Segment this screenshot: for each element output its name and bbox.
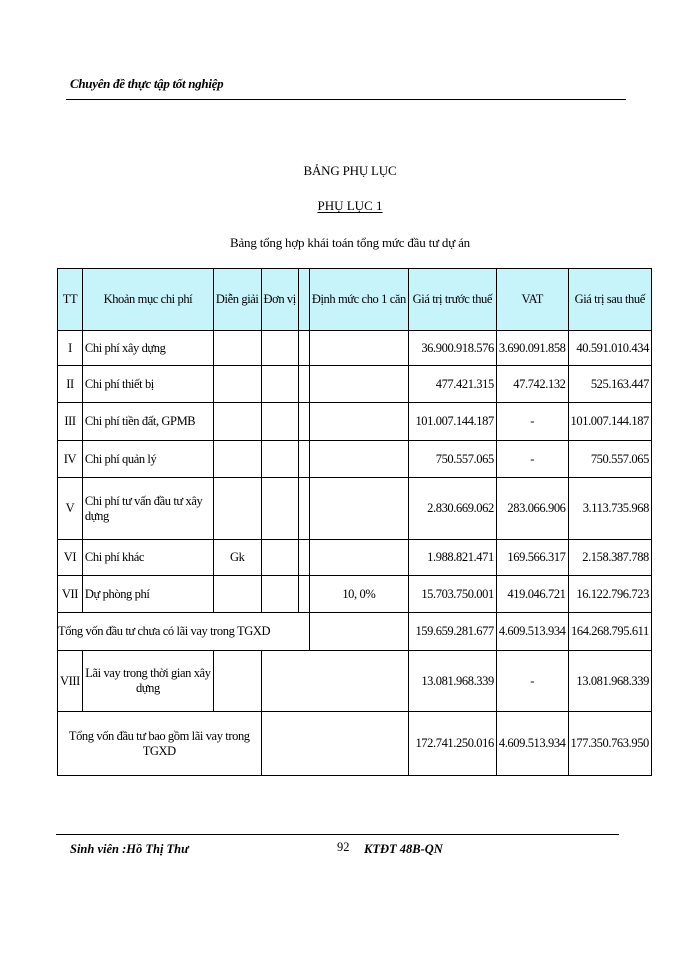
cell-item: Dự phòng phí bbox=[82, 576, 213, 613]
cell-vat: - bbox=[496, 651, 568, 712]
cell-unit bbox=[261, 478, 298, 540]
cell-aftertax: 750.557.065 bbox=[568, 441, 651, 478]
table-row bbox=[58, 403, 652, 441]
cell-aftertax: 101.007.144.187 bbox=[568, 403, 651, 441]
cell-unit bbox=[261, 441, 298, 478]
cell-vat: - bbox=[496, 403, 568, 441]
cell-tt: IV bbox=[58, 441, 83, 478]
header-spacer bbox=[298, 269, 309, 331]
table-row bbox=[58, 366, 652, 403]
cell-explain bbox=[213, 366, 261, 403]
header-aftertax: Giá trị sau thuế bbox=[568, 269, 651, 331]
total-label: Tổng vốn đầu tư bao gồm lãi vay trong TGXD bbox=[58, 712, 262, 776]
cell-vat: 419.046.721 bbox=[496, 576, 568, 613]
cell-tt: VII bbox=[58, 576, 83, 613]
cell-pretax: 36.900.918.576 bbox=[408, 331, 496, 366]
table-caption: Bảng tổng hợp khái toán tổng mức đầu tư dự án bbox=[230, 235, 470, 250]
cell-explain: Gk bbox=[213, 540, 261, 576]
cell-explain bbox=[213, 651, 261, 712]
cell-tt: III bbox=[58, 403, 83, 441]
cell-spacer bbox=[298, 478, 309, 540]
cell-norm bbox=[309, 331, 408, 366]
document-title: BẢNG PHỤ LỤC bbox=[303, 163, 397, 178]
header-norm: Định mức cho 1 căn bbox=[309, 269, 408, 331]
cell-aftertax: 3.113.735.968 bbox=[568, 478, 651, 540]
cell-explain bbox=[213, 331, 261, 366]
cell-unit bbox=[261, 366, 298, 403]
cell-unit bbox=[261, 331, 298, 366]
cell-tt: V bbox=[58, 478, 83, 540]
interest-row bbox=[58, 651, 652, 712]
header-vat: VAT bbox=[496, 269, 568, 331]
cell-item: Chi phí xây dựng bbox=[82, 331, 213, 366]
cell-explain bbox=[213, 403, 261, 441]
cell-item: Chi phí tư vấn đầu tư xây dựng bbox=[82, 478, 213, 540]
cell-vat: - bbox=[496, 441, 568, 478]
cell-tt: I bbox=[58, 331, 83, 366]
cell-vat: 47.742.132 bbox=[496, 366, 568, 403]
footer-rule bbox=[56, 834, 619, 835]
cell-pretax: 159.659.281.677 bbox=[408, 613, 496, 651]
cell-norm bbox=[309, 613, 408, 651]
cell-pretax: 2.830.669.062 bbox=[408, 478, 496, 540]
cell-norm bbox=[309, 478, 408, 540]
cell-pretax: 101.007.144.187 bbox=[408, 403, 496, 441]
total-row bbox=[58, 712, 652, 776]
cell-aftertax: 177.350.763.950 bbox=[568, 712, 651, 776]
header-title: Chuyên đề thực tập tốt nghiệp bbox=[70, 76, 224, 91]
cell-pretax: 1.988.821.471 bbox=[408, 540, 496, 576]
header-rule bbox=[66, 99, 626, 100]
cell-item: Chi phí quản lý bbox=[82, 441, 213, 478]
cell-norm bbox=[309, 540, 408, 576]
cell-tt: II bbox=[58, 366, 83, 403]
cell-pretax: 15.703.750.001 bbox=[408, 576, 496, 613]
header-tt: TT bbox=[58, 269, 83, 331]
cell-pretax: 172.741.250.016 bbox=[408, 712, 496, 776]
cell-aftertax: 525.163.447 bbox=[568, 366, 651, 403]
page-number: 92 bbox=[337, 840, 350, 854]
cell-unit bbox=[261, 576, 298, 613]
cell-item: Chi phí tiền đất, GPMB bbox=[82, 403, 213, 441]
cell-vat: 3.690.091.858 bbox=[496, 331, 568, 366]
cell-tt: VIII bbox=[58, 651, 83, 712]
header-item: Khoản mục chi phí bbox=[82, 269, 213, 331]
appendix-heading bbox=[0, 198, 700, 214]
cell-aftertax: 16.122.796.723 bbox=[568, 576, 651, 613]
cell-norm: 10, 0% bbox=[309, 576, 408, 613]
appendix-label: PHỤ LỤC 1 bbox=[317, 198, 383, 213]
cell-norm bbox=[309, 366, 408, 403]
cell-spacer bbox=[298, 366, 309, 403]
cell-norm bbox=[309, 403, 408, 441]
cell-unit bbox=[261, 540, 298, 576]
cell-pretax: 750.557.065 bbox=[408, 441, 496, 478]
cell-pretax: 13.081.968.339 bbox=[408, 651, 496, 712]
cell-vat: 4.609.513.934 bbox=[496, 613, 568, 651]
cell-aftertax: 2.158.387.788 bbox=[568, 540, 651, 576]
investment-summary-table bbox=[57, 268, 652, 776]
cell-aftertax: 13.081.968.339 bbox=[568, 651, 651, 712]
cell-item: Lãi vay trong thời gian xây dựng bbox=[82, 651, 213, 712]
cell-aftertax: 164.268.795.611 bbox=[568, 613, 651, 651]
cell-pretax: 477.421.315 bbox=[408, 366, 496, 403]
cell-explain bbox=[213, 441, 261, 478]
header-pretax: Giá trị trước thuế bbox=[408, 269, 496, 331]
table-row bbox=[58, 540, 652, 576]
table-row bbox=[58, 478, 652, 540]
subtotal-row bbox=[58, 613, 652, 651]
header-explain: Diễn giải bbox=[213, 269, 261, 331]
cell-unit bbox=[261, 403, 298, 441]
cell-aftertax: 40.591.010.434 bbox=[568, 331, 651, 366]
subtotal-label: Tổng vốn đầu tư chưa có lãi vay trong TGXD bbox=[58, 613, 310, 651]
footer-class: KTĐT 48B-QN bbox=[364, 842, 443, 856]
cell-spacer bbox=[298, 576, 309, 613]
footer-student: Sinh viên :Hồ Thị Thư bbox=[70, 842, 189, 856]
cell-spacer bbox=[298, 331, 309, 366]
cell-vat: 283.066.906 bbox=[496, 478, 568, 540]
cell-spacer bbox=[298, 540, 309, 576]
cell-spacer bbox=[298, 403, 309, 441]
cell-explain bbox=[213, 478, 261, 540]
table-row bbox=[58, 441, 652, 478]
cell-item: Chi phí thiết bị bbox=[82, 366, 213, 403]
cell-norm bbox=[309, 441, 408, 478]
table-row bbox=[58, 331, 652, 366]
table-header-row bbox=[58, 269, 652, 331]
cell-vat: 4.609.513.934 bbox=[496, 712, 568, 776]
cell-vat: 169.566.317 bbox=[496, 540, 568, 576]
header-unit: Đơn vị bbox=[261, 269, 298, 331]
cell-blank bbox=[261, 712, 408, 776]
cell-item: Chi phí khác bbox=[82, 540, 213, 576]
cell-spacer bbox=[298, 441, 309, 478]
cell-tt: VI bbox=[58, 540, 83, 576]
table-row bbox=[58, 576, 652, 613]
cell-explain bbox=[213, 576, 261, 613]
cell-blank bbox=[261, 651, 408, 712]
